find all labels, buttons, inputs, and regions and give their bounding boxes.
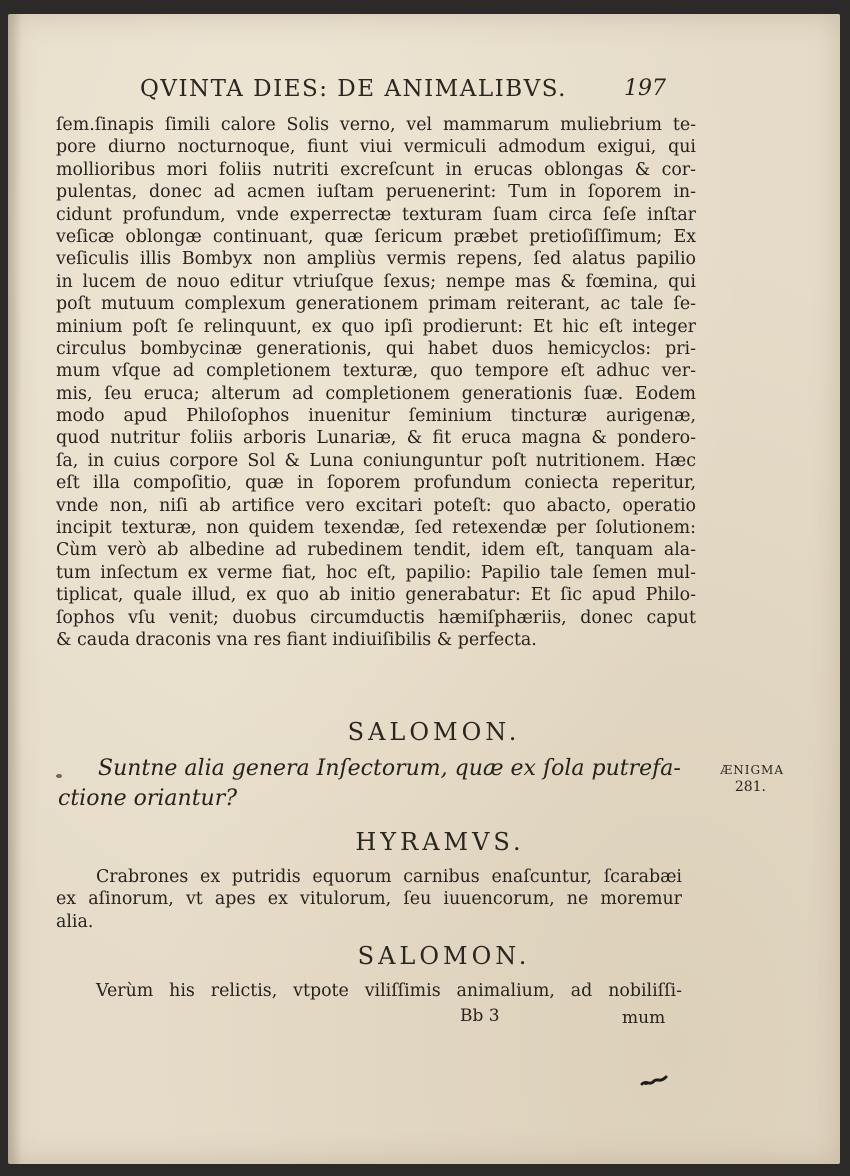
- running-head: [8, 76, 840, 110]
- body-line: in lucem de nouo editur vtriuſque ſexus; nempe mas & fœmina, qui: [56, 271, 696, 292]
- body-line: pulentas, donec ad acmen iuſtam peruenerint: Tum in ſoporem in-: [56, 182, 696, 203]
- book-page: [8, 14, 840, 1164]
- signature-mark: Bb 3: [460, 1006, 500, 1026]
- question-line: Suntne alia genera Inſectorum, quæ ex ſola putrefa-: [98, 756, 681, 781]
- body-line: tiplicat, quale illud, ex quo ab initio generabatur: Et ſic apud Philo-: [56, 585, 696, 606]
- page-number: 197: [624, 76, 666, 101]
- body-line: modo apud Philoſophos inuenitur ſeminium tincturæ aurigenæ,: [56, 406, 696, 427]
- body-line: vnde non, niſi ab artifice vero excitari poteſt: quo abacto, operatio: [56, 495, 696, 516]
- ink-blot-icon: [640, 1074, 668, 1088]
- question-paragraph: [58, 754, 688, 814]
- speaker-heading-salomon-2: SALOMON.: [357, 942, 531, 970]
- body-line: tum inſectum ex verme fiat, hoc eſt, papilio: Papilio tale ſemen mul-: [56, 562, 696, 583]
- answer-line: Crabrones ex putridis equorum carnibus enaſcuntur, ſcarabæi: [96, 867, 682, 887]
- body-paragraph: [56, 114, 696, 651]
- body-line: pore diurno nocturnoque, fiunt viui vermiculi admodum exigui, qui: [56, 137, 696, 158]
- answer-line: alia.: [56, 911, 94, 932]
- body-line: mis, ſeu eruca; alterum ad completionem generationis ſuæ. Eodem: [56, 383, 696, 404]
- speaker-heading-salomon: SALOMON.: [347, 718, 521, 746]
- body-line: ſophos vſu venit; duobus circumductis hæmiſphæriis, donec caput: [56, 607, 696, 628]
- body-line: circulus bombycinæ generationis, qui habet duos hemicyclos: pri-: [56, 338, 696, 359]
- body-line: mum vſque ad completionem texturæ, quo tempore eſt adhuc ver-: [56, 361, 696, 382]
- body-line: quod nutritur foliis arboris Lunariæ, & fit eruca magna & pondero-: [56, 428, 696, 449]
- catchword: mum: [622, 1008, 666, 1028]
- question-line: ctione oriantur?: [58, 786, 238, 811]
- running-head-title: QVINTA DIES: DE ANIMALIBVS.: [140, 76, 567, 102]
- body-line: minium poſt ſe relinquunt, ex quo ipſi prodierunt: Et hic eſt integer: [56, 316, 696, 337]
- answer-line: ex aſinorum, vt apes ex vitulorum, ſeu iuuencorum, ne moremur: [56, 889, 682, 910]
- margin-note-number: 281.: [734, 779, 766, 795]
- margin-note-label: ÆNIGMA: [720, 763, 784, 777]
- body-line: Cùm verò ab albedine ad rubedinem tendit, idem eſt, tanquam ala-: [56, 540, 696, 561]
- body-line: poſt mutuum complexum generationem primam reiterant, ac tale ſe-: [56, 294, 696, 315]
- body-line: ſem.ſinapis ſimili calore Solis verno, vel mammarum muliebrium te-: [56, 115, 696, 135]
- body-line: veſicæ oblongæ continuant, quæ ſericum præbet pretioſiſſimum; Ex: [56, 226, 696, 247]
- body-line: veſiculis illis Bombyx non ampliùs vermis repens, ſed alatus papilio: [56, 249, 696, 270]
- closing-line: Verùm his relictis, vtpote viliſſimis animalium, ad nobiliſſi-: [96, 981, 682, 1001]
- body-line: mollioribus mori foliis nutriti excreſcunt in erucas oblongas & cor-: [56, 159, 696, 180]
- speaker-heading-hyramus: HYRAMVS.: [355, 828, 525, 856]
- body-line: incipit texturæ, non quidem texendæ, ſed retexendæ per ſolutionem:: [56, 518, 696, 539]
- body-line: & cauda draconis vna res fiant indiuiſibilis & perfecta.: [56, 629, 537, 650]
- spine-shadow: [8, 14, 22, 1164]
- body-line: eſt illa compoſitio, quæ in ſoporem profundum coniecta reperitur,: [56, 473, 696, 494]
- body-line: ſa, in cuius corpore Sol & Luna coniunguntur poſt nutritionem. Hæc: [56, 450, 696, 471]
- margin-note: [684, 762, 784, 796]
- body-line: cidunt profundum, vnde experrectæ texturam ſuam circa ſeſe inſtar: [56, 204, 696, 225]
- answer-paragraph: [56, 866, 682, 933]
- closing-paragraph: [56, 980, 682, 1002]
